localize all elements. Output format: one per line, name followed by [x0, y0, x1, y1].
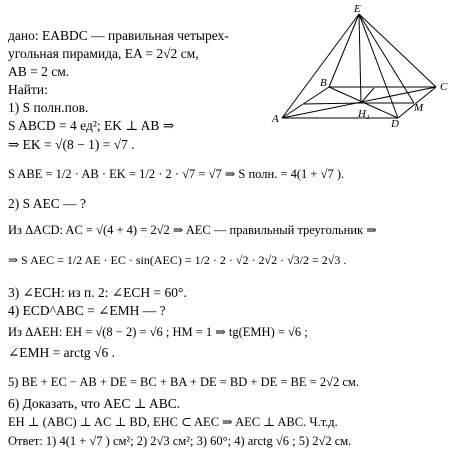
solution-line-7: ⇒ S AEC = 1/2 AE · EC · sin(AEC) = 1/2 · 2 · √2 · 2√2 · √3/2 = 2√3 .: [8, 253, 347, 267]
find-heading: Найти:: [8, 82, 48, 97]
label-M: M: [414, 102, 424, 114]
solution-line-3: ⇒ EK = √(8 − 1) = √7 .: [8, 137, 135, 152]
label-A: A: [272, 113, 279, 125]
solution-line-6: Из ΔACD: AC = √(4 + 4) = 2√2 ⇒ AEC — правильный треугольник ⇒: [8, 223, 377, 237]
solution-line-5: 2) S AEC — ?: [8, 196, 87, 211]
solution-line-10: Из ΔAEH: EH = √(8 − 2) = √6 ; HM = 1 ⇒ tg(EMH) = √6 ;: [8, 325, 308, 339]
label-H1: H₁: [358, 108, 370, 120]
given-line-1: дано: EABDC — правильная четырех-: [8, 28, 229, 43]
label-C: C: [440, 81, 448, 93]
solution-line-11: ∠EMH = arctg √6 .: [8, 345, 115, 360]
given-line-2: угольная пирамида, EA = 2√2 см,: [8, 46, 199, 61]
solution-line-9: 4) ECD^ABC = ∠EMH — ?: [8, 303, 166, 318]
solution-line-2: S ABCD = 4 ед²; EK ⊥ AB ⇒: [8, 118, 175, 133]
label-E: E: [354, 3, 361, 15]
solution-line-12: 5) BE + EC − AB + DE = BC + BA + DE = BD + DE = BE = 2√2 см.: [8, 375, 359, 389]
given-line-3: AB = 2 см.: [8, 64, 70, 79]
solution-line-14: EH ⊥ (ABC) ⊥ AC ⊥ BD, EHC ⊂ AEC ⇒ AEC ⊥ ABC. Ч.т.д.: [8, 415, 338, 429]
solution-line-1: 1) S полн.пов.: [8, 100, 89, 115]
label-D: D: [391, 118, 399, 130]
answer-line: Ответ: 1) 4(1 + √7 ) см²; 2) 2√3 см²; 3) 60°; 4) arctg √6 ; 5) 2√2 см.: [8, 434, 352, 448]
solution-line-13: 6) Доказать, что AEC ⊥ ABC.: [8, 396, 181, 411]
solution-line-8: 3) ∠ECH: из п. 2: ∠ECH = 60°.: [8, 285, 187, 300]
solution-line-4: S ABE = 1/2 · AB · EK = 1/2 · 2 · √7 = √7 ⇒ S полн. = 4(1 + √7 ).: [8, 167, 345, 181]
label-B: B: [320, 77, 327, 89]
pyramid-diagram: [264, 0, 454, 130]
